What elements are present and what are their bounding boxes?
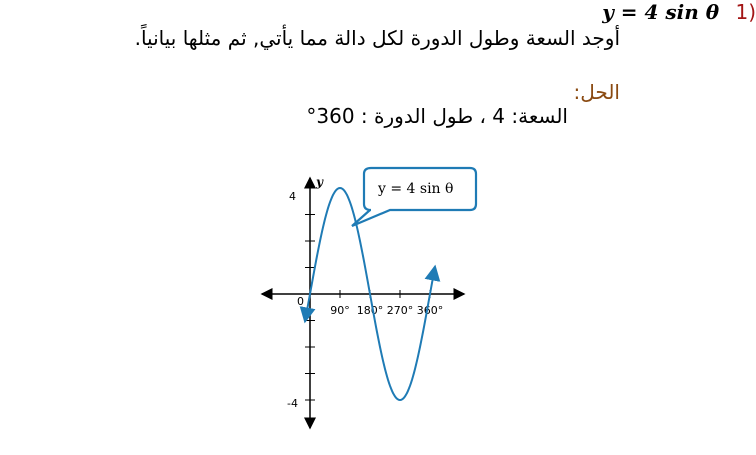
y-axis-label: y: [316, 175, 323, 189]
callout-text: y = 4 sin θ: [378, 181, 454, 197]
x-tick-label: 90°: [330, 304, 350, 317]
y-tick-label-4: 4: [289, 190, 296, 203]
origin-label: 0: [297, 295, 304, 308]
solution-line: السعة: 4 ، طول الدورة : 360°: [306, 104, 568, 128]
question-title: أوجد السعة وطول الدورة لكل دالة مما يأتي, ثم مثلها بيانياً.: [134, 26, 620, 50]
item-number: 1): [735, 0, 756, 24]
item-equation: y = 4 sin θ: [602, 0, 720, 24]
x-tick-label: 360°: [416, 304, 444, 317]
x-tick-label: 180°: [356, 304, 384, 317]
x-tick-label: 270°: [386, 304, 414, 317]
equation-callout: [352, 168, 476, 226]
solution-label: الحل:: [573, 80, 620, 104]
y-tick-label-neg4: -4: [287, 397, 298, 410]
